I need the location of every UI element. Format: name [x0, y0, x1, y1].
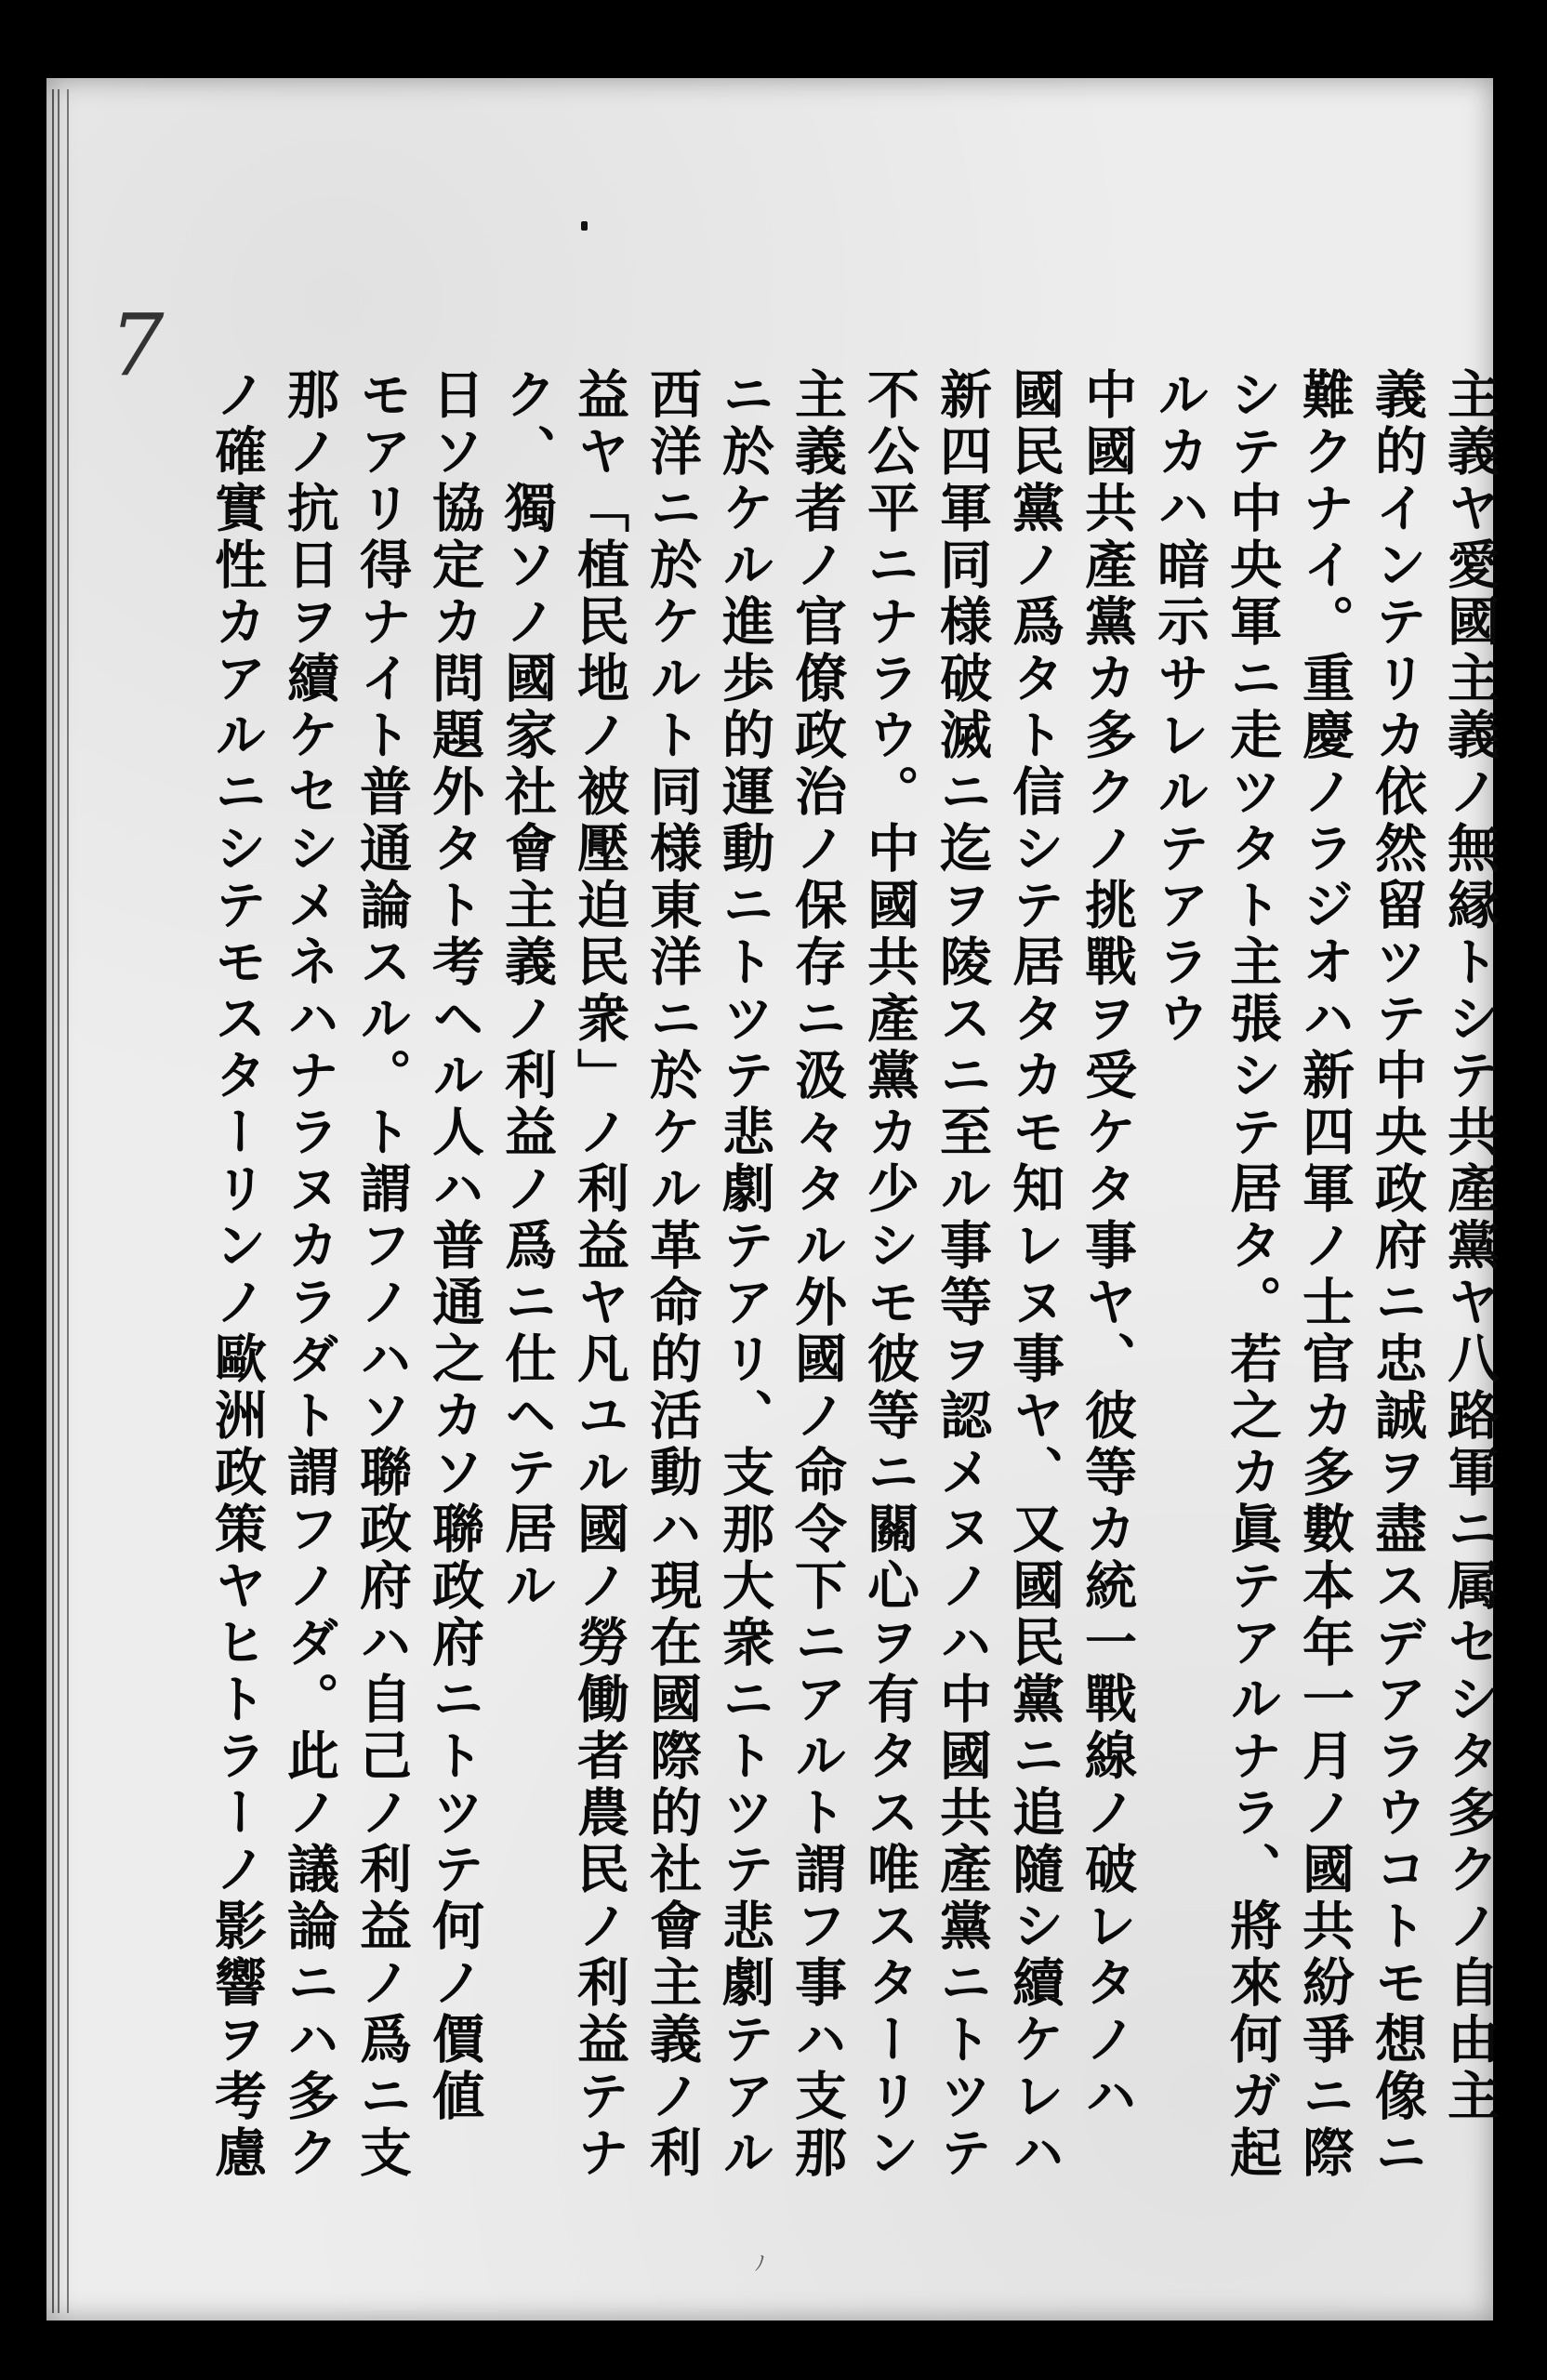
text-column: 主義者ノ官僚政治ノ保存ニ汲々タル外國ノ命令下ニアルト謂フ事ハ支那	[787, 367, 847, 2182]
text-column: 日ソ協定カ問題外タト考ヘル人ハ普通之カソ聯政府ニトツテ何ノ價値	[424, 367, 484, 2125]
text-column: モアリ得ナイト普通論スル。ト謂フノハソ聯政府ハ自己ノ利益ノ爲ニ支	[351, 367, 412, 2182]
text-column: 那ノ抗日ヲ續ケセシメネハナラヌカラダト謂フノダ。此ノ議論ニハ多ク	[279, 367, 339, 2182]
text-body	[200, 367, 1500, 2282]
text-column: ノ確實性カアルニシテモスターリンノ歐洲政策ヤヒトラーノ影響ヲ考慮	[206, 367, 267, 2182]
ink-dot	[581, 221, 588, 231]
text-column: ルカハ暗示サレルテアラウ	[1149, 367, 1210, 1048]
text-column: ク、獨ソノ國家社會主義ノ利益ノ爲ニ仕ヘテ居ル	[496, 367, 557, 1615]
pencil-note: ﾉ	[755, 2253, 766, 2276]
text-column: 難クナイ。重慶ノラジオハ新四軍ノ士官カ多數本年一月ノ國共紛爭ニ際	[1294, 367, 1355, 2182]
text-column: 新四軍同様破滅ニ迄ヲ陵スニ至ル事等ヲ認メヌノハ中國共產黨ニトツテ	[932, 367, 992, 2182]
text-column: 義的インテリカ依然留ツテ中央政府ニ忠誠ヲ盡スデアラウコトモ想像ニ	[1367, 367, 1427, 2182]
text-column: 西洋ニ於ケルト同様東洋ニ於ケル革命的活動ハ現在國際的社會主義ノ利	[641, 367, 702, 2182]
text-column: ニ於ケル進歩的運動ニトツテ悲劇テアリ、支那大衆ニトツテ悲劇テアル	[714, 367, 774, 2182]
binding-edge	[52, 89, 69, 2313]
page-number: 7	[110, 296, 165, 395]
text-column: 中國共產黨カ多クノ挑戰ヲ受ケタ事ヤ、彼等カ統一戰線ノ破レタノハ	[1077, 367, 1137, 2125]
text-column: 不公平ニナラウ。中國共產黨カ少シモ彼等ニ關心ヲ有タス唯スターリン	[859, 367, 919, 2182]
text-column: 主義ヤ愛國主義ノ無縁トシテ共產黨ヤ八路軍ニ属セシタ多クノ自由主	[1439, 367, 1500, 2125]
text-column: シテ中央軍ニ走ツタト主張シテ居タ。若之カ眞テアルナラ、將來何ガ起	[1222, 367, 1282, 2182]
text-column: 益ヤ「植民地ノ被壓迫民衆」ノ利益ヤ凡ユル國ノ勞働者農民ノ利益テナ	[569, 367, 629, 2182]
text-column: 國民黨ノ爲タト信シテ居タカモ知レヌ事ヤ、又國民黨ニ追隨シ續ケレハ	[1004, 367, 1064, 2182]
